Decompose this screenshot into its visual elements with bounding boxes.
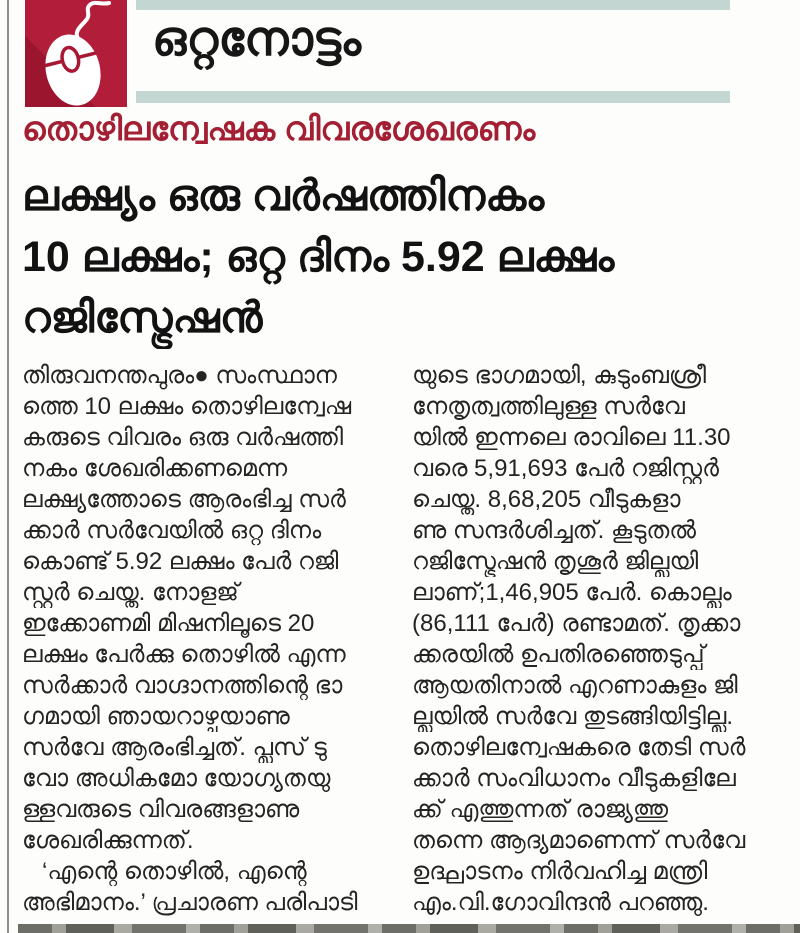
headline xyxy=(22,166,788,349)
text-line: ഗമായി ഞായറാഴ്ചയാണു xyxy=(22,703,290,730)
text-line: ചെയ്തു. 8,68,205 വീടുകളാ xyxy=(412,486,681,513)
text-line: നകം ശേഖരിക്കണമെന്ന xyxy=(22,455,288,482)
text-line: 10 ലക്ഷം; ഒറ്റ ദിനം 5.92 ലക്ഷം xyxy=(22,233,615,281)
text-line: സർക്കാർ വാഗ്ദാനത്തിന്റെ ഭാ xyxy=(22,672,343,699)
text-line: ഇക്കോണമി മിഷനിലൂടെ 20 xyxy=(22,610,315,637)
text-line: ക്ക് എത്തുന്നത് രാജ്യത്തു xyxy=(412,796,668,823)
text-line: ക്കാർ സംവിധാനം വീടുകളിലേ xyxy=(412,765,736,792)
text-line: തൊഴിലന്വേഷകരെ തേടി സർ xyxy=(412,734,746,761)
text-line: ശേഖരിക്കുന്നത്. xyxy=(22,827,194,854)
masthead-rule-bottom xyxy=(136,91,730,103)
text-line: ല്ലയിൽ സർവേ തുടങ്ങിയിട്ടില്ല. xyxy=(412,703,733,730)
text-line: റജിസ്ട്രേഷൻ xyxy=(22,294,263,342)
computer-mouse-icon xyxy=(25,0,127,107)
text-line: എം.വി.ഗോവിന്ദൻ പറഞ്ഞു. xyxy=(412,889,709,916)
body-column-left xyxy=(22,360,398,918)
body-column-right xyxy=(412,360,788,918)
text-line: വരെ 5,91,693 പേർ റജിസ്റ്റർ xyxy=(412,455,719,482)
text-line: നേതൃത്വത്തിലുള്ള സർവേ xyxy=(412,393,685,420)
cropped-next-row xyxy=(18,924,800,933)
section-logo xyxy=(25,0,127,107)
column-rule xyxy=(7,0,9,933)
text-line: സർവേ ആരംഭിച്ചത്. പ്ലസ് ടു xyxy=(22,734,327,761)
text-line: യുടെ ഭാഗമായി, കുടുംബശ്രീ xyxy=(412,362,707,389)
masthead-rule-top xyxy=(136,0,730,10)
text-line: ക്കരയിൽ ഉപതിരഞ്ഞെടുപ്പ് xyxy=(412,641,705,668)
kicker: തൊഴിലന്വേഷക വിവരശേഖരണം xyxy=(22,110,536,147)
text-line: ത്തെ 10 ലക്ഷം തൊഴിലന്വേഷ xyxy=(22,393,352,420)
section-title: ഒറ്റനോട്ടം xyxy=(152,13,361,66)
text-line: തിരുവനന്തപുരം● സംസ്ഥാന xyxy=(22,362,337,389)
text-line: ലക്ഷം പേർക്കു തൊഴിൽ എന്ന xyxy=(22,641,346,668)
text-line: റജിസ്ട്രേഷൻ തൃശൂർ ജില്ലയി xyxy=(412,548,699,575)
text-line: സ്റ്റർ ചെയ്തു. നോളജ് xyxy=(22,579,239,606)
text-line: ആയതിനാൽ എറണാകുളം ജി xyxy=(412,672,738,699)
text-line: ക്കാർ സർവേയിൽ ഒറ്റ ദിനം xyxy=(22,517,322,544)
text-line: തന്നെ ആദ്യമാണെന്ന് സർവേ xyxy=(412,827,746,854)
text-line: ‘എന്റെ തൊഴിൽ, എന്റെ xyxy=(22,858,307,885)
text-line: ണു സന്ദർശിച്ചത്. കൂടുതൽ xyxy=(412,517,697,544)
text-line: വോ അധികമോ യോഗ്യതയു xyxy=(22,765,331,792)
text-line: ഉദ്ഘാടനം നിർവഹിച്ച മന്ത്രി xyxy=(412,858,708,885)
article-body xyxy=(22,360,788,918)
text-line: (86,111 പേർ) രണ്ടാമത്. തൃക്കാ xyxy=(412,610,741,637)
text-line: കരുടെ വിവരം ഒരു വർഷത്തി xyxy=(22,424,344,451)
text-line: ലാണ്;1,46,905 പേർ. കൊല്ലം xyxy=(412,579,732,606)
text-line: കൊണ്ട് 5.92 ലക്ഷം പേർ റജി xyxy=(22,548,339,575)
text-line: ലക്ഷ്യം ഒരു വർഷത്തിനകം xyxy=(22,172,545,220)
text-line: ലക്ഷ്യത്തോടെ ആരംഭിച്ച സർ xyxy=(22,486,346,513)
text-line: ള്ളവരുടെ വിവരങ്ങളാണു xyxy=(22,796,300,823)
text-line: അഭിമാനം.’ പ്രചാരണ പരിപാടി xyxy=(22,889,358,916)
text-line: യിൽ ഇന്നലെ രാവിലെ 11.30 xyxy=(412,424,731,451)
